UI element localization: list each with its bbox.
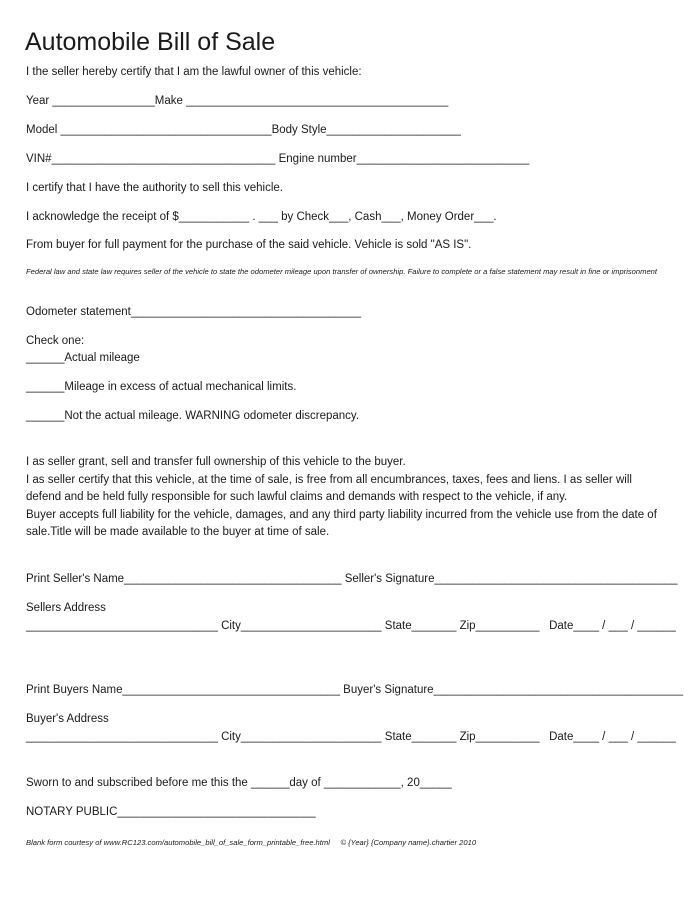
year-make-field[interactable]: Year ________________Make _________________________________________ [26, 95, 449, 107]
federal-law-notice: Federal law and state law requires seller of the vehicle to state the odometer mileage upon transfer of ownership. Failure to complete or a false statement may result in fine or imprisonment [26, 267, 658, 276]
page-title: Automobile Bill of Sale [25, 28, 276, 56]
certify-authority-text: I certify that I have the authority to sell this vehicle. [26, 182, 283, 194]
transfer-line-2: I as seller certify that this vehicle, at the time of sale, is free from all encumbrances, taxes, fees and liens. I as seller will defend and be held fully responsible for such lawful claims and demands with respect to the vehicle, if any. [26, 473, 632, 503]
model-body-style-field[interactable]: Model _________________________________Body Style_____________________ [26, 124, 461, 136]
option-actual-mileage[interactable]: ______Actual mileage [26, 352, 140, 364]
footer-credit: Blank form courtesy of www.RC123.com/automobile_bill_of_sale_form_printable_free.html © {Year} {Company name}.chartier 2010 [26, 838, 477, 847]
transfer-paragraph [26, 454, 666, 542]
buyer-name-signature-field[interactable]: Print Buyers Name__________________________________ Buyer's Signature_______________________________________ [26, 684, 683, 696]
option-not-actual-mileage[interactable]: ______Not the actual mileage. WARNING odometer discrepancy. [26, 410, 360, 422]
seller-name-signature-field[interactable]: Print Seller's Name__________________________________ Seller's Signature______________________________________ [26, 573, 678, 585]
seller-address-field[interactable]: ______________________________ City______________________ State_______ Zip__________ Date____ / ___ / ______ [26, 620, 676, 632]
transfer-line-3: Buyer accepts full liability for the vehicle, damages, and any third party liability incurred from the vehicle use from the date of sale.Title will be made available to the buyer at time of sale. [26, 508, 657, 538]
intro-text: I the seller hereby certify that I am the lawful owner of this vehicle: [26, 66, 362, 78]
seller-address-label: Sellers Address [26, 602, 106, 614]
receipt-acknowledgement-field[interactable]: I acknowledge the receipt of $___________ . ___ by Check___, Cash___, Money Order___. [26, 211, 497, 223]
as-is-statement: From buyer for full payment for the purchase of the said vehicle. Vehicle is sold "AS IS". [26, 239, 472, 251]
option-mileage-in-excess[interactable]: ______Mileage in excess of actual mechanical limits. [26, 381, 297, 393]
sworn-statement-field[interactable]: Sworn to and subscribed before me this the ______day of ____________, 20_____ [26, 777, 452, 789]
buyer-address-label: Buyer's Address [26, 713, 109, 725]
odometer-statement-field[interactable]: Odometer statement____________________________________ [26, 306, 362, 318]
check-one-label: Check one: [26, 335, 85, 347]
transfer-line-1: I as seller grant, sell and transfer full ownership of this vehicle to the buyer. [26, 456, 406, 468]
notary-public-field[interactable]: NOTARY PUBLIC_______________________________ [26, 806, 316, 818]
buyer-address-field[interactable]: ______________________________ City______________________ State_______ Zip__________ Date____ / ___ / ______ [26, 731, 676, 743]
vin-engine-field[interactable]: VIN#___________________________________ Engine number___________________________ [26, 153, 530, 165]
